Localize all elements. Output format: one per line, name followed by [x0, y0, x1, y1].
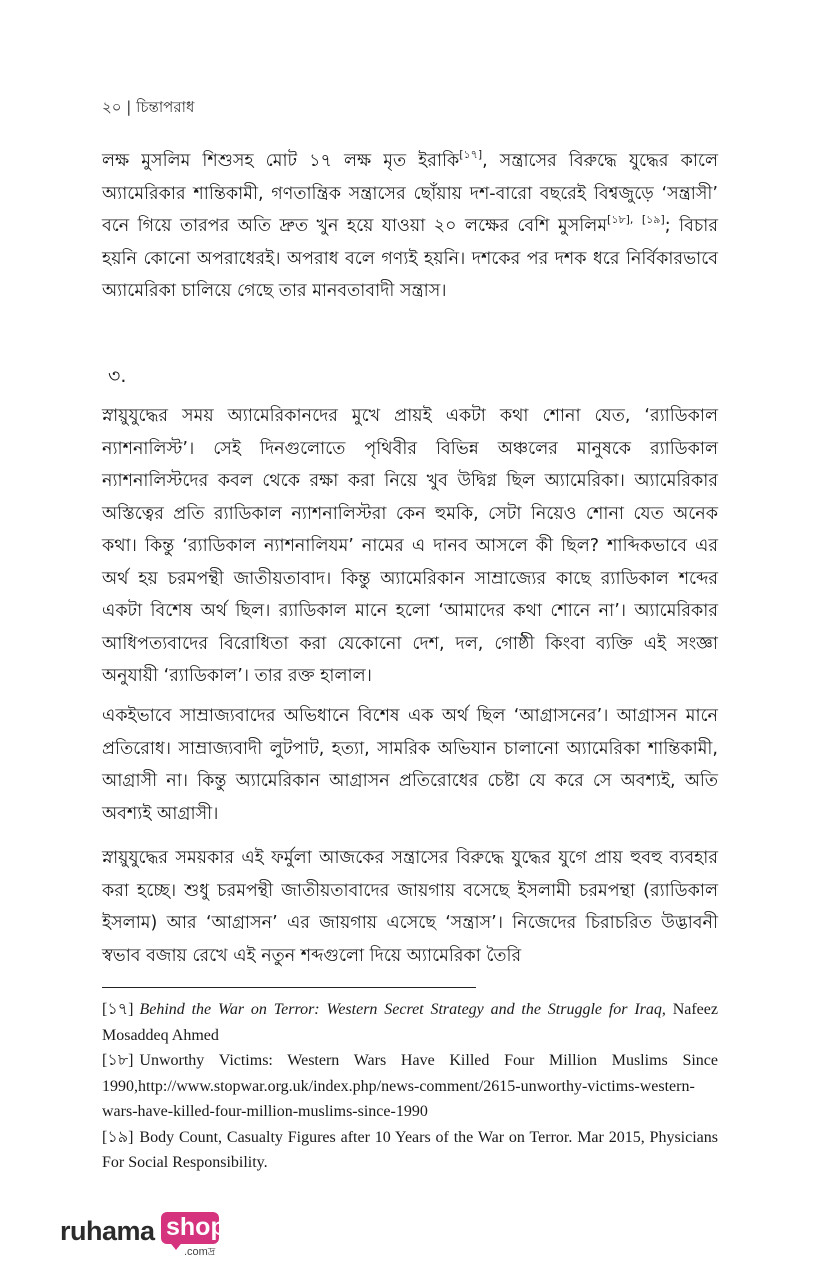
footnote-ref-18[interactable]: [১৮],: [607, 213, 634, 226]
footnote-mark: [১৭]: [102, 1001, 134, 1018]
paragraph-2: স্নায়ুযুদ্ধের সময় অ্যামেরিকানদের মুখে প্রায়ই একটা কথা শোনা যেত, ‘র‍্যাডিকাল ন্যাশনালিস্ট’। সেই দিনগুলোতে পৃথিবীর বিভিন্ন অঞ্চলের মানুষকে র‍্যাডিকাল ন্যাশনালিস্টদের কবল থেকে রক্ষা করা নিয়ে খুব উদ্বিগ্ন ছিল অ্যামেরিকা। অ্যামেরিকার অস্তিত্বের প্রতি র‍্যাডিকাল ন্যাশনালিস্টরা কেন হুমকি, সেটা নিয়েও শোনা যেত অনেক কথা। কিন্তু ‘র‍্যাডিকাল ন্যাশনালিযম’ নামের এ দানব আসলে কী ছিল? শাব্দিকভাবে এর অর্থ হয় চরমপন্থী জাতীয়তাবাদ। কিন্তু অ্যামেরিকান সাম্রাজ্যের কাছে র‍্যাডিকাল শব্দের একটা বিশেষ অর্থ ছিল। র‍্যাডিকাল মানে হলো ‘আমাদের কথা শোনে না’। অ্যামেরিকার আধিপত্যবাদের বিরোধিতা করা যেকোনো দেশ, দল, গোষ্ঠী কিংবা ব্যক্তি এই সংজ্ঞা অনুযায়ী ‘র‍্যাডিকাল’। তার রক্ত হালাল।: [102, 406, 718, 686]
footnote-text[interactable]: Unworthy Victims: Western Wars Have Killed Four Million Muslims Since 1990,http://www.stopwar.org.uk/index.php/news-comment/2615-unworthy-victims-western-wars-have-killed-four-million-muslims-since-1990: [102, 1052, 718, 1120]
running-head: ২০ | চিন্তাপরাধ: [102, 98, 195, 116]
footnote-17: [102, 997, 718, 1048]
paragraph-1-tail: ; বিচার হয়নি কোনো অপরাধেরই। অপরাধ বলে গণ্যই হয়নি। দশকের পর দশক ধরে নির্বিকারভাবে অ্যামেরিকা চালিয়ে গেছে তার মানবতাবাদী সন্ত্রাস।: [102, 216, 718, 301]
footnotes: [102, 997, 718, 1176]
footnote-ref-17[interactable]: [১৭]: [459, 148, 483, 161]
paragraph-4: স্নায়ুযুদ্ধের সময়কার এই ফর্মুলা আজকের সন্ত্রাসের বিরুদ্ধে যুদ্ধের যুগে প্রায় হুবহু ব্যবহার করা হচ্ছে। শুধু চরমপন্থী জাতীয়তাবাদের জায়গায় বসেছে ইসলামী চরমপন্থা (র‍্যাডিকাল ইসলাম) আর ‘আগ্রাসন’ এর জায়গায় এসেছে ‘সন্ত্রাস’। নিজেদের চিরাচরিত উদ্ভাবনী স্বভাব বজায় রেখে এই নতুন শব্দগুলো দিয়ে অ্যামেরিকা তৈরি: [102, 848, 718, 966]
footnote-text: , Nafeez Mosaddeq Ahmed: [102, 1001, 718, 1044]
footnote-title: Behind the War on Terror: Western Secret Strategy and the Struggle for Iraq: [139, 1001, 662, 1018]
footnote-18: [102, 1048, 718, 1125]
footnote-mark: [১৮]: [102, 1052, 134, 1069]
paragraph-1-mid: , সন্ত্রাসের বিরুদ্ধে যুদ্ধের কালে অ্যামেরিকার শান্তিকামী, গণতান্ত্রিক সন্ত্রাসের ছোঁয়ায় দশ-বারো বছরেই বিশ্বজুড়ে ‘সন্ত্রাসী’ বনে গিয়ে তারপর অতি দ্রুত খুন হয়ে যাওয়া ২০ লক্ষের বেশি মুসলিম: [102, 151, 718, 236]
footnote-text: Body Count, Casualty Figures after 10 Years of the War on Terror. Mar 2015, Physicians For Social Responsibility.: [102, 1128, 718, 1171]
logo-domain-suffix: .comদ্র: [184, 1246, 216, 1258]
section-number: ৩.: [108, 365, 127, 387]
logo-word-shop: shop: [166, 1213, 226, 1241]
logo-speech-tail-icon: [168, 1240, 184, 1250]
paragraph-1-lead: লক্ষ মুসলিম শিশুসহ মোট ১৭ লক্ষ মৃত ইরাকি: [102, 151, 460, 171]
paragraph-3: একইভাবে সাম্রাজ্যবাদের অভিধানে বিশেষ এক অর্থ ছিল ‘আগ্রাসনের’। আগ্রাসন মানে প্রতিরোধ। সাম্রাজ্যবাদী লুটপাট, হত্যা, সামরিক অভিযান চালানো অ্যামেরিকা শান্তিকামী, আগ্রাসী না। কিন্তু অ্যামেরিকান আগ্রাসন প্রতিরোধের চেষ্টা যে করে সে অবশ্যই, অতি অবশ্যই আগ্রাসী।: [102, 706, 718, 824]
logo-word-ruhama: ruhama: [60, 1216, 155, 1246]
paragraph-1: [102, 145, 718, 308]
footnote-19: [102, 1125, 718, 1176]
footnote-ref-19[interactable]: [১৯]: [641, 213, 665, 226]
footnote-divider: [102, 987, 476, 988]
footnote-mark: [১৯]: [102, 1128, 134, 1146]
ruhama-shop-logo: [60, 1212, 230, 1258]
